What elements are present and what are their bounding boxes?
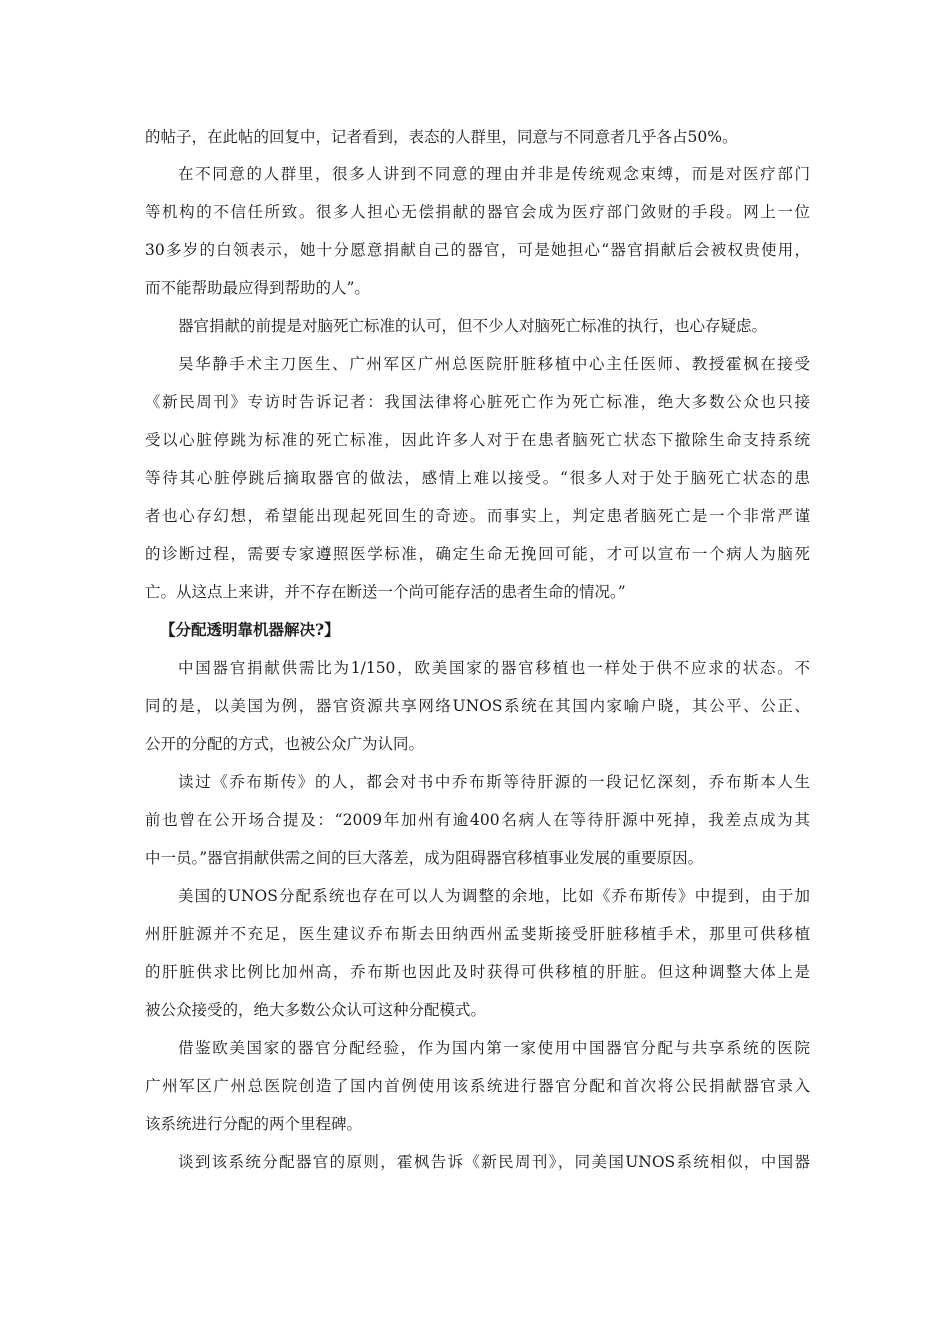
paragraph-line: 州肝脏源并不充足，医生建议乔布斯去田纳西州孟斐斯接受肝脏移植手术，那里可供移植 bbox=[145, 925, 810, 943]
paragraph-line: 亡。从这点上来讲，并不存在断送一个尚可能存活的患者生命的情况。” bbox=[145, 583, 626, 601]
paragraph-line: 谈到该系统分配器官的原则，霍枫告诉《新民周刊》，同美国UNOS系统相似，中国器 bbox=[178, 1153, 810, 1171]
paragraph-line: 读过《乔布斯传》的人，都会对书中乔布斯等待肝源的一段记忆深刻，乔布斯本人生 bbox=[178, 773, 810, 791]
paragraph-line: 同的是，以美国为例，器官资源共享网络UNOS系统在其国内家喻户晓，其公平、公正、 bbox=[145, 697, 810, 715]
paragraph-line: 的诊断过程，需要专家遵照医学标准，确定生命无挽回可能，才可以宣布一个病人为脑死 bbox=[145, 545, 810, 563]
paragraph-line: 中国器官捐献供需比为1/150，欧美国家的器官移植也一样处于供不应求的状态。不 bbox=[178, 659, 810, 677]
paragraph-line: 前也曾在公开场合提及：“2009年加州有逾400名病人在等待肝源中死掉，我差点成为其 bbox=[145, 811, 810, 829]
paragraph-line: 借鉴欧美国家的器官分配经验，作为国内第一家使用中国器官分配与共享系统的医院 bbox=[178, 1039, 810, 1057]
paragraph-line: 吴华静手术主刀医生、广州军区广州总医院肝脏移植中心主任医师、教授霍枫在接受 bbox=[178, 355, 810, 373]
paragraph-line: 器官捐献的前提是对脑死亡标准的认可，但不少人对脑死亡标准的执行，也心存疑虑。 bbox=[178, 317, 768, 335]
paragraph-line: 被公众接受的，绝大多数公众认可这种分配模式。 bbox=[145, 1001, 487, 1019]
paragraph-line: 而不能帮助最应得到帮助的人”。 bbox=[145, 279, 370, 297]
paragraph-line: 受以心脏停跳为标准的死亡标准，因此许多人对于在患者脑死亡状态下撤除生命支持系统 bbox=[145, 431, 810, 449]
paragraph-line: 等机构的不信任所致。很多人担心无偿捐献的器官会成为医疗部门敛财的手段。网上一位 bbox=[145, 203, 810, 221]
paragraph-line: 广州军区广州总医院创造了国内首例使用该系统进行器官分配和首次将公民捐献器官录入 bbox=[145, 1077, 810, 1095]
paragraph-line: 中一员。”器官捐献供需之间的巨大落差，成为阻碍器官移植事业发展的重要原因。 bbox=[145, 849, 704, 867]
paragraph-line: 《新民周刊》专访时告诉记者：我国法律将心脏死亡作为死亡标准，绝大多数公众也只接 bbox=[145, 393, 810, 411]
paragraph-line: 的肝脏供求比例比加州高，乔布斯也因此及时获得可供移植的肝脏。但这种调整大体上是 bbox=[145, 963, 810, 981]
paragraph-line: 者也心存幻想，希望能出现起死回生的奇迹。而事实上，判定患者脑死亡是一个非常严谨 bbox=[145, 507, 810, 525]
paragraph-line: 在不同意的人群里，很多人讲到不同意的理由并非是传统观念束缚，而是对医疗部门 bbox=[178, 165, 810, 183]
section-heading: 【分配透明靠机器解决?】 bbox=[160, 620, 340, 639]
paragraph-line: 该系统进行分配的两个里程碑。 bbox=[145, 1115, 363, 1133]
paragraph-line: 公开的分配的方式，也被公众广为认同。 bbox=[145, 735, 425, 753]
paragraph-line: 的帖子，在此帖的回复中，记者看到，表态的人群里，同意与不同意者几乎各占50%。 bbox=[145, 128, 738, 146]
paragraph-line: 美国的UNOS分配系统也存在可以人为调整的余地，比如《乔布斯传》中提到，由于加 bbox=[178, 887, 810, 905]
paragraph-line: 等待其心脏停跳后摘取器官的做法，感情上难以接受。“很多人对于处于脑死亡状态的患 bbox=[145, 469, 810, 487]
paragraph-line: 30多岁的白领表示，她十分愿意捐献自己的器官，可是她担心“器官捐献后会被权贵使用， bbox=[145, 241, 810, 259]
